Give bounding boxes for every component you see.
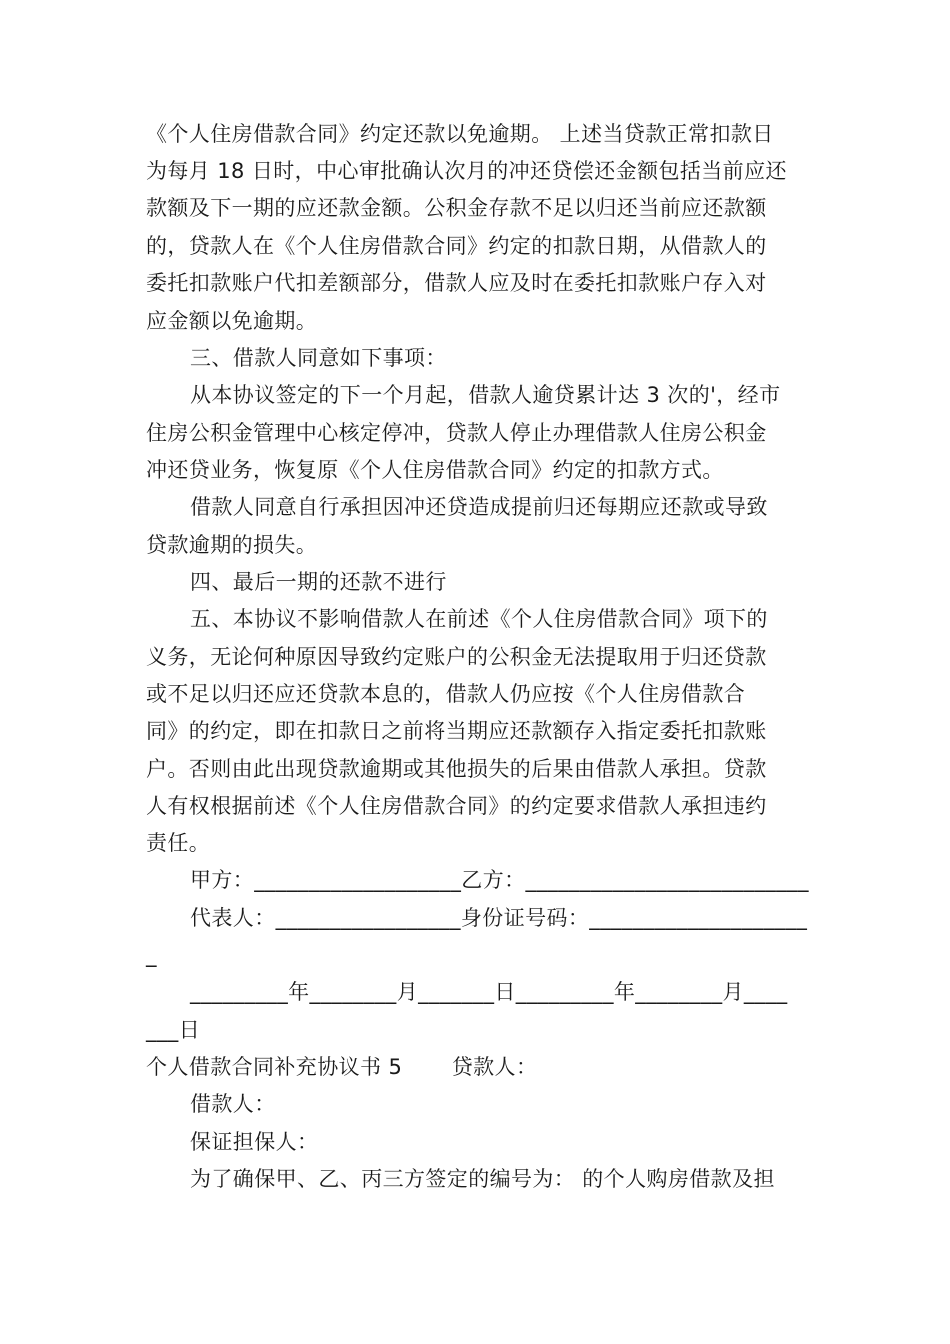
text-line-1: 《个人住房借款合同》约定还款以免逾期。 上述当贷款正常扣款日 [146, 122, 774, 146]
section-heading-3: 三、借款人同意如下事项： [190, 346, 447, 370]
text-line-20: 责任。 [146, 831, 211, 855]
text-line-11: 借款人同意自行承担因冲还贷造成提前归还每期应还款或导致 [190, 495, 768, 519]
text-line-16: 或不足以归还应还贷款本息的，借款人仍应按《个人住房借款合 [146, 682, 746, 706]
signature-date-line: _________年________月_______日_________年________月____ [190, 980, 788, 1004]
text-line-5: 委托扣款账户代扣差额部分，借款人应及时在委托扣款账户存入对 [146, 271, 767, 295]
signature-party-line: 甲方：___________________乙方：__________________________ [190, 868, 809, 892]
guarantor-label: 保证担保人： [190, 1130, 319, 1154]
text-line-12: 贷款逾期的损失。 [146, 533, 318, 557]
text-line-19: 人有权根据前述《个人住房借款合同》的约定要求借款人承担违约 [146, 794, 767, 818]
signature-representative-line: 代表人：_________________身份证号码：____________________ [190, 906, 808, 930]
text-line-4: 的，贷款人在《个人住房借款合同》约定的扣款日期，从借款人的 [146, 234, 767, 258]
text-line-18: 户。否则由此出现贷款逾期或其他损失的后果由借款人承担。贷款 [146, 757, 767, 781]
text-line-6: 应金额以免逾期。 [146, 309, 318, 333]
signature-underline-overflow: _ [146, 943, 157, 967]
text-line-29: 为了确保甲、乙、丙三方签定的编号为： 的个人购房借款及担 [190, 1167, 775, 1191]
borrower-label: 借款人： [190, 1092, 276, 1116]
text-line-2: 为每月 18 日时，中心审批确认次月的冲还贷偿还金额包括当前应还 [146, 159, 787, 183]
section-heading-4: 四、最后一期的还款不进行 [190, 570, 447, 594]
section-heading-5: 五、本协议不影响借款人在前述《个人住房借款合同》项下的 [190, 607, 768, 631]
text-line-15: 义务，无论何种原因导致约定账户的公积金无法提取用于归还贷款 [146, 645, 767, 669]
text-line-8: 从本协议签定的下一个月起，借款人逾贷累计达 3 次的'，经市 [190, 383, 781, 407]
text-line-10: 冲还贷业务，恢复原《个人住房借款合同》约定的扣款方式。 [146, 458, 724, 482]
agreement-title-line: 个人借款合同补充协议书 5 贷款人： [146, 1055, 538, 1079]
text-line-3: 款额及下一期的应还款金额。公积金存款不足以归还当前应还款额 [146, 196, 767, 220]
signature-date-overflow: ___日 [146, 1018, 201, 1042]
text-line-17: 同》的约定，即在扣款日之前将当期应还款额存入指定委托扣款账 [146, 719, 767, 743]
text-line-9: 住房公积金管理中心核定停冲，贷款人停止办理借款人住房公积金 [146, 421, 767, 445]
